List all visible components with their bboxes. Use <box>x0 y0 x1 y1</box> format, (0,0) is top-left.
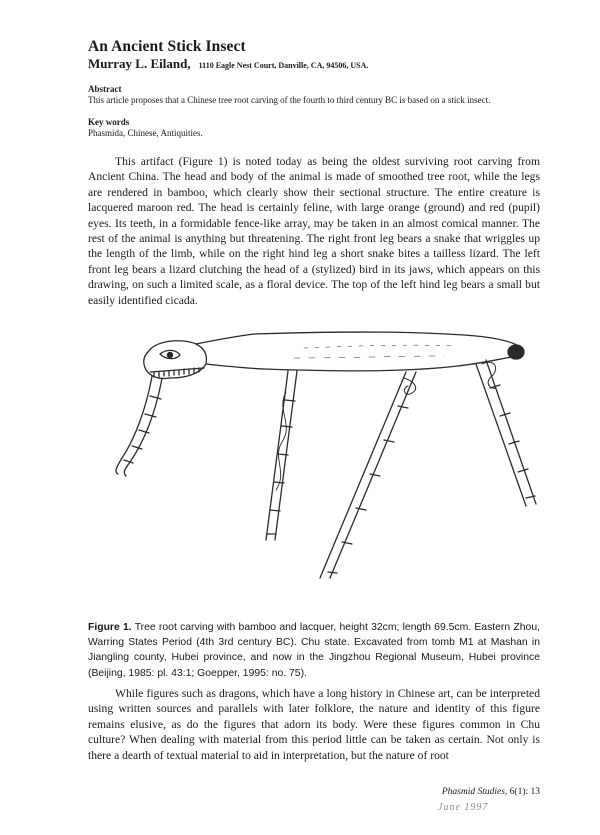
keywords-text: Phasmida, Chinese, Antiquities. <box>88 128 203 138</box>
figure-label: Figure 1. <box>88 622 132 633</box>
journal-volume-pages: 6(1): 13 <box>509 787 540 797</box>
carving-head <box>144 341 207 379</box>
journal-name: Phasmid Studies, <box>441 787 508 797</box>
keywords-heading: Key words <box>88 117 130 127</box>
left-front-leg <box>116 376 152 474</box>
abstract-heading: Abstract <box>88 84 122 94</box>
figure-caption-text: Tree root carving with bamboo and lacquer, height 32cm; length 69.5cm. Eastern Zhou, Warring States Period (4th 3rd century BC). Chu state. Excavated from tomb M1 at Mashan in Jiangling county, Hubei province, and now in the Jingzhou Regional Museum, Hubei province (Beijing, 1985: pl. 43:1; Goepper, 1995: no. 75). <box>88 622 540 679</box>
author-name: Murray L. Eiland, <box>88 56 191 71</box>
figure-1-drawing <box>104 328 544 590</box>
article-title: An Ancient Stick Insect <box>88 38 246 55</box>
author-line <box>88 55 368 73</box>
carving-neck <box>196 334 254 344</box>
body-paragraph-2: While figures such as dragons, which have a long history in Chinese art, can be interpreted using written sources and parallels with later folklore, the nature and identity of this figure remains elusive, as do the figures that adorn its body. Were these figures common in Chu culture? When dealing with material from this period little can be taken as certain. Not only is there a dearth of textual material to aid in interpretation, but the nature of root <box>88 687 540 762</box>
body-paragraph-1: This artifact (Figure 1) is noted today as being the oldest surviving root carving from Ancient China. The head and body of the animal is made of smoothed tree root, while the legs are rendered in bamboo, which clearly show their sectional structure. The entire creature is lacquered maroon red. The head is certainly feline, with large orange (ground) and red (pupil) eyes. Its teeth, in a formidable fence-like array, may be taken in an almost comical manner. The rest of the animal is anything but threatening. The right front leg bears a snake that wriggles up the length of the limb, while on the right hind leg a short snake bites a tailless lizard. The left front leg bears a lizard clutching the head of a (stylized) bird in its jaws, which appears on this drawing, on such a limited scale, as a floral device. The top of the left hind leg bears a small but easily identified cicada. <box>88 155 540 307</box>
figure-1-caption <box>88 620 540 681</box>
left-hind-leg <box>320 372 406 578</box>
right-hind-leg <box>486 360 536 504</box>
footer-journal <box>442 787 540 797</box>
right-front-leg <box>266 371 288 540</box>
abstract-text: This article proposes that a Chinese tree root carving of the fourth to third century BC is based on a stick insect. <box>88 95 491 105</box>
carving-body <box>254 332 522 348</box>
author-address: 1110 Eagle Nest Court, Danville, CA, 94506, USA. <box>198 61 369 70</box>
handwritten-date: June 1997 <box>438 802 489 813</box>
